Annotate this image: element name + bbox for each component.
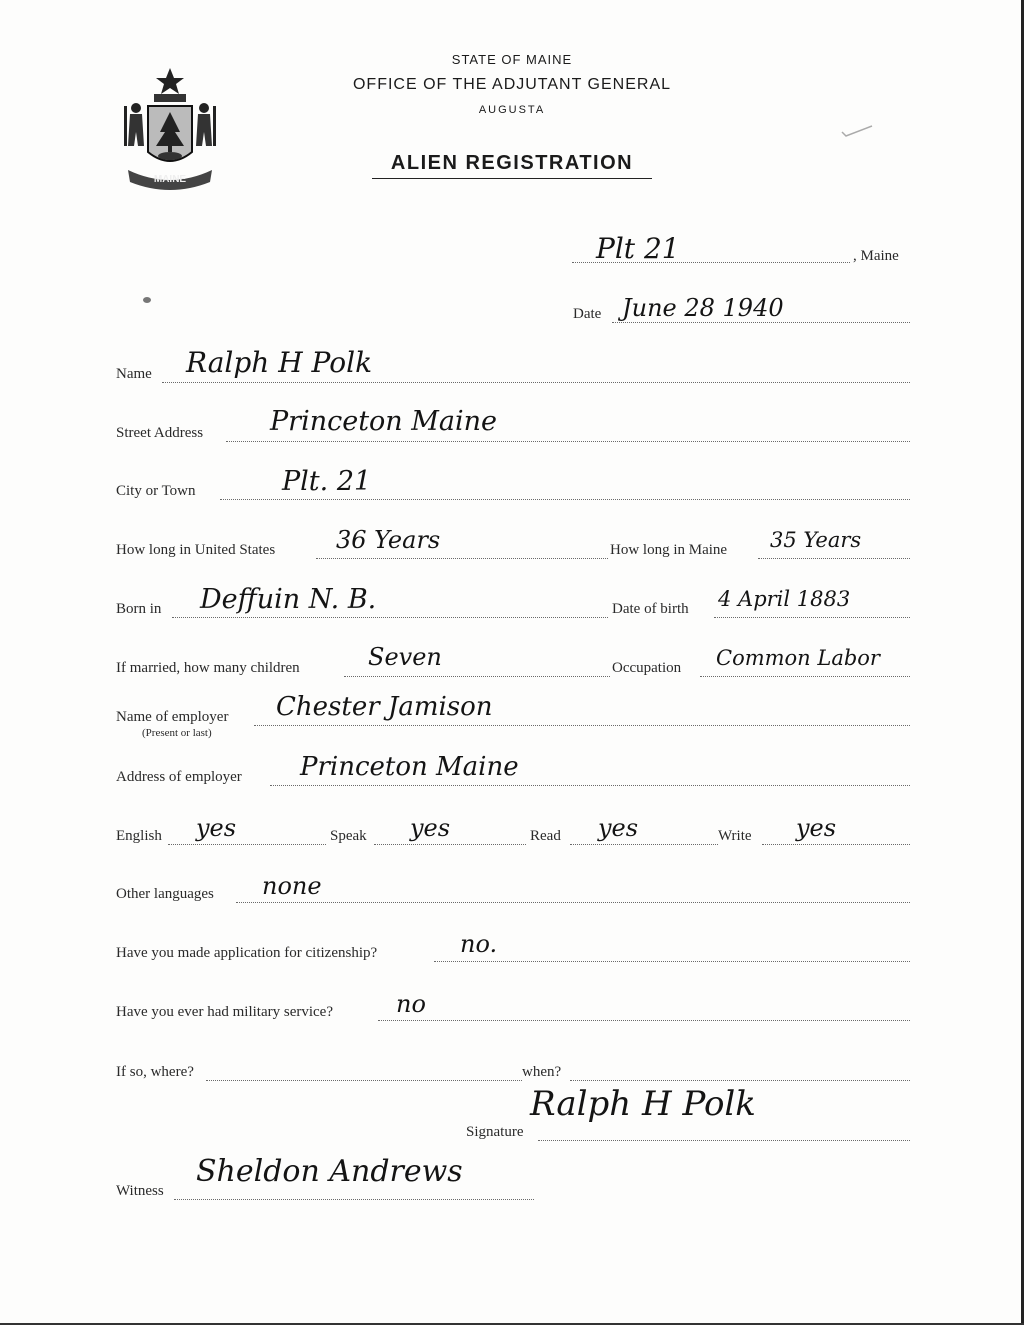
witness-line [174,1199,534,1200]
employer-sublabel: (Present or last) [142,727,212,739]
employer-value: Chester Jamison [276,692,493,722]
speak-line [374,844,526,845]
place-suffix: , Maine [853,248,899,264]
read-label: Read [530,828,561,844]
employer-address-label: Address of employer [116,769,242,785]
employer-line [254,725,910,726]
how-long-me-label: How long in Maine [610,542,728,558]
check-mark-icon [840,124,874,138]
citizenship-line [434,961,910,962]
employer-address-value: Princeton Maine [300,752,519,782]
witness-label: Witness [116,1183,164,1199]
write-line [762,844,910,845]
city-label: City or Town [116,483,196,499]
where-line [206,1080,522,1081]
employer-address-line [270,785,910,786]
city-line [220,499,910,500]
english-value: yes [196,814,237,842]
children-value: Seven [368,643,442,671]
speak-value: yes [410,814,451,842]
read-value: yes [598,814,639,842]
witness-value: Sheldon Andrews [196,1154,463,1189]
how-long-me-value: 35 Years [770,528,862,552]
military-line [378,1020,910,1021]
write-value: yes [796,814,837,842]
street-value: Princeton Maine [270,406,498,437]
dob-value: 4 April 1883 [718,587,851,611]
name-line [162,382,910,383]
speak-label: Speak [330,828,367,844]
how-long-us-line [316,558,608,559]
title-underline [372,178,652,179]
name-label: Name [116,366,152,382]
occupation-label: Occupation [612,660,682,676]
occupation-value: Common Labor [716,646,880,670]
signature-label: Signature [466,1124,524,1140]
how-long-us-value: 36 Years [336,526,441,554]
name-value: Ralph H Polk [186,346,373,379]
header-office: OFFICE OF THE ADJUTANT GENERAL [352,76,672,93]
children-line [344,676,610,677]
other-languages-line [236,902,910,903]
occupation-line [700,676,910,677]
when-line [570,1080,910,1081]
military-value: no [396,990,426,1018]
read-line [570,844,718,845]
where-label: If so, where? [116,1064,194,1080]
born-in-line [172,617,608,618]
place-value: Plt 21 [596,232,680,265]
english-label: English [116,828,162,844]
signature-line [538,1140,910,1141]
how-long-us-label: How long in United States [116,542,276,558]
form-title: ALIEN REGISTRATION [390,152,634,174]
other-languages-label: Other languages [116,886,214,902]
born-in-value: Deffuin N. B. [200,584,377,615]
signature-value: Ralph H Polk [530,1084,756,1124]
city-value: Plt. 21 [282,466,372,497]
date-label: Date [573,306,602,322]
ink-speck [143,297,151,303]
dob-label: Date of birth [612,601,689,617]
english-line [168,844,326,845]
seal-banner-text: MAINE [153,174,187,185]
children-label: If married, how many children [116,660,300,676]
header-state: STATE OF MAINE [451,52,573,67]
military-label: Have you ever had military service? [116,1004,333,1020]
other-languages-value: none [262,872,322,900]
how-long-me-line [758,558,910,559]
street-line [226,441,910,442]
dob-line [714,617,910,618]
street-label: Street Address [116,425,204,441]
date-line [612,322,910,323]
header-city: AUGUSTA [478,104,546,116]
born-in-label: Born in [116,601,162,617]
date-value: June 28 1940 [622,294,784,322]
citizenship-label: Have you made application for citizenship? [116,945,378,961]
citizenship-value: no. [460,930,498,958]
when-label: when? [522,1064,562,1080]
employer-label: Name of employer [116,709,229,725]
write-label: Write [718,828,752,844]
